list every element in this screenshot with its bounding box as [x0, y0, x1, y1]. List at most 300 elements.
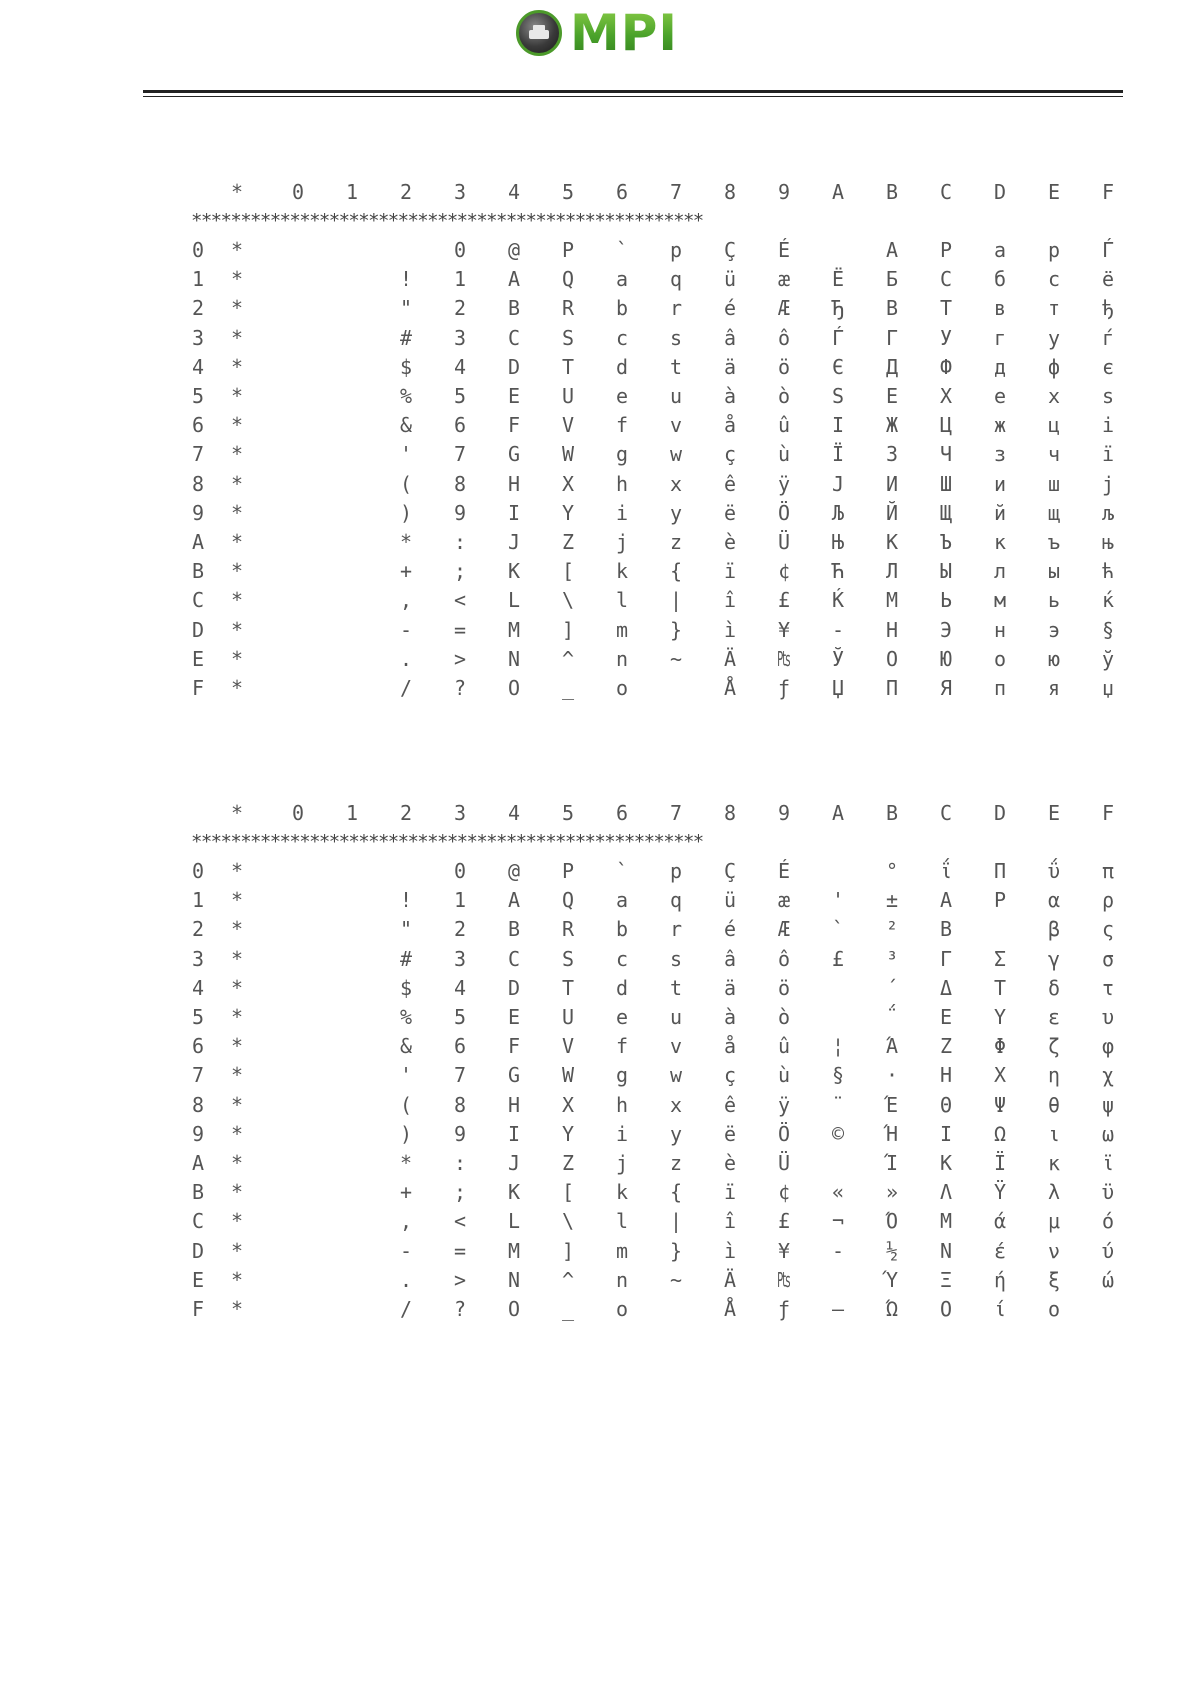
- table-cell: ;: [453, 1180, 467, 1205]
- table-cell: В: [885, 296, 899, 321]
- table-cell: Ђ: [831, 296, 845, 321]
- column-header: B: [885, 801, 899, 825]
- row-star: *: [230, 238, 244, 262]
- table-cell: I: [507, 1121, 521, 1146]
- table-cell: ―: [831, 1297, 845, 1321]
- table-cell: ή: [993, 1267, 1007, 1292]
- table-row: [0, 1207, 1192, 1235]
- table-cell: X: [561, 471, 575, 496]
- table-cell: *: [399, 530, 413, 554]
- table-cell: Б: [885, 267, 899, 292]
- table-cell: è: [723, 530, 737, 554]
- table-cell: ¥: [777, 617, 791, 642]
- table-cell: g: [615, 442, 629, 467]
- row-star: *: [230, 617, 244, 642]
- table-cell: ÿ: [777, 1092, 791, 1117]
- row-label: 3: [191, 325, 205, 350]
- table-cell: c: [615, 946, 629, 971]
- table-cell: t: [669, 354, 683, 379]
- table-cell: }: [669, 1238, 683, 1263]
- table-cell: ш: [1047, 471, 1061, 496]
- table-cell: Ö: [777, 500, 791, 525]
- table-row: [0, 1003, 1192, 1031]
- table-row: [0, 236, 1192, 264]
- table-cell: Β: [939, 917, 953, 942]
- row-label: 0: [191, 859, 205, 883]
- row-label: 2: [191, 917, 205, 942]
- table-cell: U: [561, 384, 575, 408]
- table-cell: o: [615, 1297, 629, 1321]
- table-cell: <: [453, 1209, 467, 1234]
- table-cell: Д: [885, 354, 899, 379]
- table-cell: 8: [453, 471, 467, 496]
- table-cell: b: [615, 296, 629, 321]
- table-cell: 5: [453, 384, 467, 408]
- table-cell: ρ: [1101, 888, 1115, 913]
- column-header: 1: [345, 180, 359, 204]
- table-cell: /: [399, 1297, 413, 1321]
- table-cell: р: [1047, 238, 1061, 262]
- table-cell: Ц: [939, 413, 953, 438]
- table-cell: ;: [453, 559, 467, 584]
- table-cell: !: [399, 267, 413, 292]
- table-cell: ƒ: [777, 1297, 791, 1321]
- table-cell: є: [1101, 354, 1115, 379]
- table-cell: ï: [723, 559, 737, 584]
- printer-icon: [516, 10, 562, 56]
- row-star: *: [230, 1092, 244, 1117]
- table-row: [0, 1237, 1192, 1265]
- row-star: *: [230, 588, 244, 613]
- table-cell: ü: [723, 888, 737, 913]
- table-cell: J: [507, 1151, 521, 1175]
- table-row: [0, 557, 1192, 585]
- row-star: *: [230, 354, 244, 379]
- table-cell: К: [885, 530, 899, 554]
- table-cell: p: [669, 859, 683, 883]
- table-cell: Μ: [939, 1209, 953, 1234]
- table-cell: s: [669, 325, 683, 350]
- table-cell: Σ: [993, 946, 1007, 971]
- row-label: A: [191, 530, 205, 554]
- table-cell: ч: [1047, 442, 1061, 467]
- table-cell: Э: [939, 617, 953, 642]
- table-cell: ΅: [885, 1005, 899, 1029]
- table-cell: !: [399, 888, 413, 913]
- row-star: *: [230, 676, 244, 700]
- table-cell: T: [561, 354, 575, 379]
- table-cell: λ: [1047, 1180, 1061, 1205]
- column-header: 3: [453, 801, 467, 825]
- table-cell: Я: [939, 676, 953, 700]
- table-row: [0, 411, 1192, 439]
- row-label: B: [191, 1180, 205, 1205]
- table-cell: η: [1047, 1063, 1061, 1088]
- table-cell: ь: [1047, 588, 1061, 613]
- row-star: *: [230, 1297, 244, 1321]
- table-row: [0, 1178, 1192, 1206]
- row-label: D: [191, 617, 205, 642]
- row-star: *: [230, 646, 244, 671]
- table-cell: 7: [453, 442, 467, 467]
- table-cell: z: [669, 1151, 683, 1175]
- table-cell: Χ: [993, 1063, 1007, 1088]
- table-cell: ): [399, 1121, 413, 1146]
- table-cell: N: [507, 1267, 521, 1292]
- table-cell: U: [561, 1005, 575, 1029]
- table-cell: ç: [723, 442, 737, 467]
- table-cell: 0: [453, 238, 467, 262]
- table-cell: И: [885, 471, 899, 496]
- table-cell: O: [507, 676, 521, 700]
- table-cell: <: [453, 588, 467, 613]
- table-cell: é: [723, 296, 737, 321]
- row-label: A: [191, 1151, 205, 1175]
- table-cell: о: [993, 646, 1007, 671]
- table-cell: \: [561, 1209, 575, 1234]
- table-cell: M: [507, 617, 521, 642]
- table-cell: =: [453, 617, 467, 642]
- table-cell: ψ: [1101, 1092, 1115, 1117]
- table-cell: B: [507, 917, 521, 942]
- table-cell: ї: [1101, 442, 1115, 467]
- row-star: *: [230, 1180, 244, 1205]
- table-cell: Ο: [939, 1297, 953, 1321]
- table-row: [0, 857, 1192, 885]
- table-cell: Л: [885, 559, 899, 584]
- row-star: *: [230, 1005, 244, 1029]
- table-cell: Ά: [885, 1034, 899, 1059]
- table-cell: >: [453, 1267, 467, 1292]
- table-cell: і: [1101, 413, 1115, 438]
- table-cell: d: [615, 975, 629, 1000]
- table-cell: з: [993, 442, 1007, 467]
- table-cell: ƒ: [777, 676, 791, 700]
- row-label: 7: [191, 1063, 205, 1088]
- table-cell: κ: [1047, 1151, 1061, 1175]
- table-cell: h: [615, 471, 629, 496]
- row-label: 6: [191, 413, 205, 438]
- table-cell: a: [615, 888, 629, 913]
- table-cell: E: [507, 384, 521, 408]
- table-cell: ù: [777, 442, 791, 467]
- table-cell: S: [561, 946, 575, 971]
- table-cell: ±: [885, 888, 899, 913]
- table-cell: ф: [1047, 354, 1061, 379]
- table-cell: ò: [777, 384, 791, 408]
- table-cell: Ї: [831, 442, 845, 467]
- row-star: *: [230, 267, 244, 292]
- table-cell: д: [993, 354, 1007, 379]
- table-cell: Υ: [993, 1005, 1007, 1029]
- table-cell: ò: [777, 1005, 791, 1029]
- table-cell: ѓ: [1101, 325, 1115, 350]
- table-row: [0, 1120, 1192, 1148]
- table-cell: _: [561, 1297, 575, 1321]
- table-cell: $: [399, 975, 413, 1000]
- table-cell: Ё: [831, 267, 845, 292]
- table-cell: Ѓ: [831, 325, 845, 350]
- row-star: *: [230, 384, 244, 408]
- table-cell: Ѓ: [1101, 238, 1115, 262]
- table-cell: М: [885, 588, 899, 613]
- table-cell: Н: [885, 617, 899, 642]
- table-cell: χ: [1101, 1063, 1115, 1088]
- row-label: 1: [191, 267, 205, 292]
- row-label: 7: [191, 442, 205, 467]
- table-cell: Æ: [777, 917, 791, 942]
- table-cell: ä: [723, 975, 737, 1000]
- table-cell: Ü: [777, 530, 791, 554]
- table-cell: ö: [777, 354, 791, 379]
- logo-text: MPI: [570, 4, 679, 62]
- table-cell: -: [831, 617, 845, 642]
- table-cell: υ: [1101, 1005, 1115, 1029]
- table-cell: £: [777, 588, 791, 613]
- row-label: 3: [191, 946, 205, 971]
- row-star: *: [230, 442, 244, 467]
- table-cell: D: [507, 975, 521, 1000]
- table-cell: |: [669, 588, 683, 613]
- table-cell: ў: [1101, 646, 1115, 671]
- table-cell: »: [885, 1180, 899, 1205]
- table-cell: .: [399, 646, 413, 671]
- table-cell: Ä: [723, 646, 737, 671]
- table-cell: х: [1047, 384, 1061, 408]
- row-label: 8: [191, 1092, 205, 1117]
- table-cell: å: [723, 1034, 737, 1059]
- header-rule-thin: [143, 96, 1123, 97]
- row-star: *: [230, 1121, 244, 1146]
- table-cell: °: [885, 859, 899, 883]
- column-header: 4: [507, 801, 521, 825]
- table-row: [0, 1091, 1192, 1119]
- table-cell: å: [723, 413, 737, 438]
- table-cell: Ό: [885, 1209, 899, 1234]
- column-header: 6: [615, 180, 629, 204]
- column-header: B: [885, 180, 899, 204]
- table-cell: γ: [1047, 946, 1061, 971]
- table-cell: ë: [723, 1121, 737, 1146]
- table-cell: &: [399, 1034, 413, 1059]
- table-cell: Ќ: [831, 588, 845, 613]
- table-cell: ô: [777, 946, 791, 971]
- table-cell: 2: [453, 296, 467, 321]
- table-cell: w: [669, 1063, 683, 1088]
- table-cell: l: [615, 1209, 629, 1234]
- table-cell: r: [669, 917, 683, 942]
- table-cell: Ζ: [939, 1034, 953, 1059]
- table-cell: k: [615, 1180, 629, 1205]
- table-cell: Ϊ: [993, 1151, 1007, 1175]
- table-cell: ά: [993, 1209, 1007, 1234]
- column-header: 2: [399, 801, 413, 825]
- table-cell: Ћ: [831, 559, 845, 584]
- table-cell: ξ: [1047, 1267, 1061, 1292]
- table-cell: Ф: [939, 354, 953, 379]
- table-cell: +: [399, 1180, 413, 1205]
- table-cell: ю: [1047, 646, 1061, 671]
- column-header: F: [1101, 801, 1115, 825]
- table-cell: û: [777, 1034, 791, 1059]
- table-cell: s: [669, 946, 683, 971]
- column-header: A: [831, 180, 845, 204]
- table-cell: Ε: [939, 1005, 953, 1029]
- table-cell: b: [615, 917, 629, 942]
- table-cell: π: [1101, 859, 1115, 883]
- table-cell: æ: [777, 267, 791, 292]
- table-cell: r: [669, 296, 683, 321]
- table-cell: э: [1047, 617, 1061, 642]
- table-cell: ê: [723, 1092, 737, 1117]
- table-cell: É: [777, 238, 791, 262]
- header-star: *: [230, 180, 244, 204]
- table-cell: Ί: [885, 1151, 899, 1175]
- table-cell: τ: [1101, 975, 1115, 1000]
- table-cell: -: [399, 617, 413, 642]
- table-cell: §: [831, 1063, 845, 1088]
- table-cell: â: [723, 325, 737, 350]
- table-cell: û: [777, 413, 791, 438]
- table-cell: 6: [453, 1034, 467, 1059]
- table-cell: Ч: [939, 442, 953, 467]
- table-cell: I: [507, 500, 521, 525]
- table-cell: ί: [993, 1297, 1007, 1321]
- table-row: [0, 1266, 1192, 1294]
- table-cell: ç: [723, 1063, 737, 1088]
- row-label: C: [191, 588, 205, 613]
- table-cell: |: [669, 1209, 683, 1234]
- table-cell: 3: [453, 946, 467, 971]
- table-cell: ђ: [1101, 296, 1115, 321]
- column-header: 3: [453, 180, 467, 204]
- table-row: [0, 974, 1192, 1002]
- table-cell: x: [669, 471, 683, 496]
- table-cell: ô: [777, 325, 791, 350]
- table-cell: -: [399, 1238, 413, 1263]
- table-cell: Q: [561, 888, 575, 913]
- mpi-logo: [0, 4, 1192, 62]
- table-cell: A: [507, 888, 521, 913]
- table-cell: i: [615, 1121, 629, 1146]
- table-row: [0, 886, 1192, 914]
- table-cell: î: [723, 1209, 737, 1234]
- table-cell: 0: [453, 859, 467, 883]
- table-cell: Ώ: [885, 1297, 899, 1321]
- table-cell: Ξ: [939, 1267, 953, 1292]
- table-cell: C: [507, 325, 521, 350]
- table-cell: я: [1047, 676, 1061, 700]
- table-cell: §: [1101, 617, 1115, 642]
- table-cell: i: [615, 500, 629, 525]
- table-cell: @: [507, 859, 521, 883]
- table-cell: *: [399, 1151, 413, 1175]
- table-cell: [: [561, 559, 575, 584]
- table-cell: #: [399, 325, 413, 350]
- table-cell: c: [615, 325, 629, 350]
- row-star: *: [230, 1238, 244, 1263]
- column-header: 7: [669, 180, 683, 204]
- table-cell: Е: [885, 384, 899, 408]
- table-cell: Ä: [723, 1267, 737, 1292]
- table-cell: T: [561, 975, 575, 1000]
- table-cell: С: [939, 267, 953, 292]
- table-cell: w: [669, 442, 683, 467]
- table-cell: j: [615, 1151, 629, 1175]
- table-cell: v: [669, 1034, 683, 1059]
- table-cell: %: [399, 384, 413, 408]
- row-label: F: [191, 1297, 205, 1321]
- table-cell: ì: [723, 1238, 737, 1263]
- table-cell: (: [399, 471, 413, 496]
- header-rule: [143, 90, 1123, 93]
- table-cell: г: [993, 325, 1007, 350]
- table-cell: ]: [561, 1238, 575, 1263]
- table-cell: è: [723, 1151, 737, 1175]
- table-cell: ε: [1047, 1005, 1061, 1029]
- table-cell: έ: [993, 1238, 1007, 1263]
- table-cell: ^: [561, 1267, 575, 1292]
- table-cell: ΰ: [1047, 859, 1061, 883]
- row-star: *: [230, 471, 244, 496]
- column-header: 7: [669, 801, 683, 825]
- table-cell: Å: [723, 676, 737, 700]
- table-cell: Æ: [777, 296, 791, 321]
- table-cell: ¢: [777, 559, 791, 584]
- table-cell: и: [993, 471, 1007, 496]
- column-header: 0: [291, 801, 305, 825]
- table-cell: Κ: [939, 1151, 953, 1175]
- table-cell: б: [993, 267, 1007, 292]
- table-cell: Ή: [885, 1121, 899, 1146]
- row-star: *: [230, 500, 244, 525]
- row-label: D: [191, 1238, 205, 1263]
- table-cell: A: [507, 267, 521, 292]
- table-cell: â: [723, 946, 737, 971]
- table-cell: ќ: [1101, 588, 1115, 613]
- table-cell: ': [399, 1063, 413, 1088]
- table-cell: ?: [453, 1297, 467, 1321]
- table-cell: 9: [453, 1121, 467, 1146]
- table-cell: ο: [1047, 1297, 1061, 1321]
- table-cell: t: [669, 975, 683, 1000]
- table-cell: Ј: [831, 471, 845, 496]
- table-cell: ι: [1047, 1121, 1061, 1146]
- column-header: 8: [723, 801, 737, 825]
- table-cell: n: [615, 646, 629, 671]
- table-cell: =: [453, 1238, 467, 1263]
- table-cell: K: [507, 1180, 521, 1205]
- row-label: 5: [191, 384, 205, 408]
- table-cell: ζ: [1047, 1034, 1061, 1059]
- table-cell: £: [831, 946, 845, 971]
- table-cell: é: [723, 917, 737, 942]
- table-cell: 2: [453, 917, 467, 942]
- table-cell: G: [507, 1063, 521, 1088]
- table-cell: ü: [723, 267, 737, 292]
- table-cell: N: [507, 646, 521, 671]
- table-cell: Τ: [993, 975, 1007, 1000]
- table-cell: Y: [561, 1121, 575, 1146]
- table-cell: ï: [723, 1180, 737, 1205]
- table-cell: {: [669, 1180, 683, 1205]
- table-row: [0, 1032, 1192, 1060]
- row-star: *: [230, 530, 244, 554]
- table-cell: ^: [561, 646, 575, 671]
- column-header: 5: [561, 801, 575, 825]
- table-cell: Η: [939, 1063, 953, 1088]
- table-cell: δ: [1047, 975, 1061, 1000]
